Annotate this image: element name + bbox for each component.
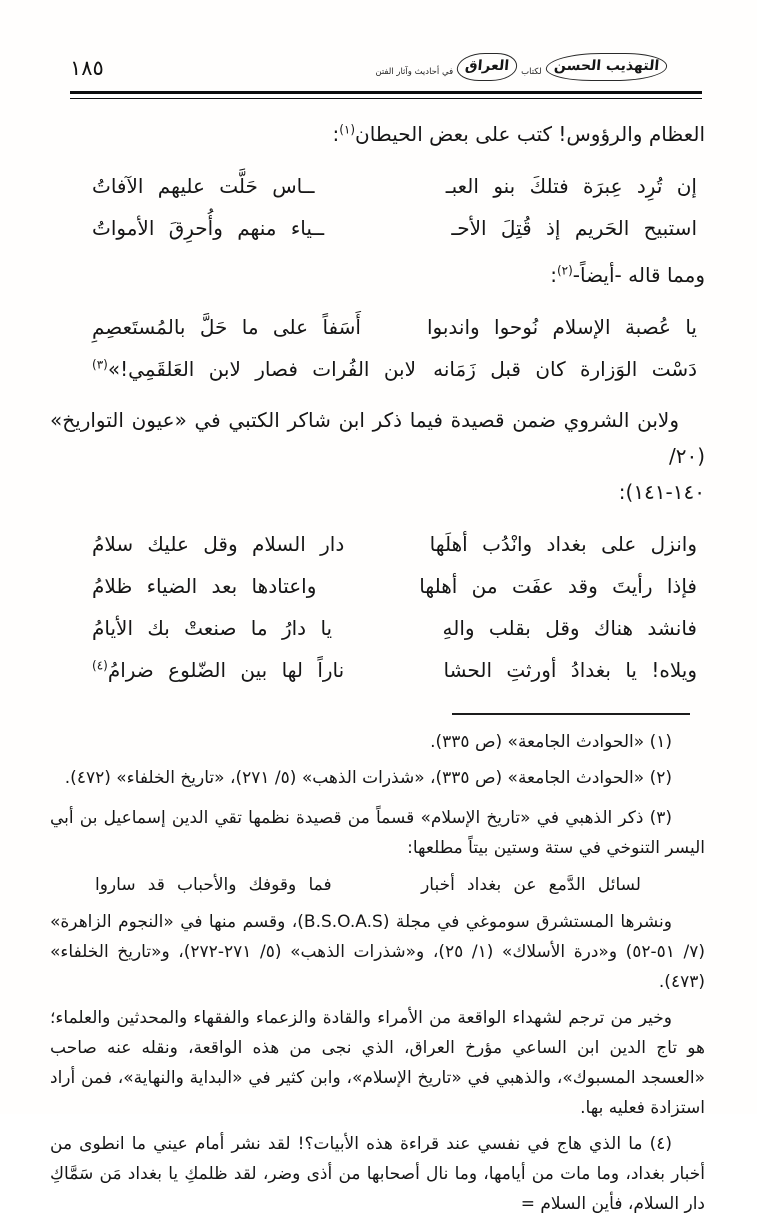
hemistich-right: استبيح الحَريم إذ قُتِلَ الأحـ [451,216,697,240]
said-also-text: ومما قاله -أيضاً- [572,263,705,287]
hemistich-right: لسائل الدَّمع عن بغداد أخبار [421,875,641,895]
paragraph-sharwi [50,402,705,510]
verse-line [92,565,697,607]
hemistich-left: يا دارُ ما صنعتْ بك الأيامُ [92,616,333,640]
page-number: ١٨٥ [70,56,104,80]
hemistich-left [92,348,416,390]
hemistich-right: ويلاه! يا بغدادُ أورثتِ الحشا [443,658,697,682]
title-part-tahdhib: التهذيب الحسن [544,53,667,81]
verse-line [92,649,697,691]
footnote-ref-4: (٤) [92,658,108,673]
poem-block-a [92,165,697,249]
said-also-line [50,257,705,293]
verse-line [92,165,697,207]
hemistich-left: دار السلام وقل عليك سلامُ [92,532,345,556]
title-part-subtitle: في أحاديث وآثار الفتن [375,67,454,77]
footnote-ref-3: (٣) [92,357,108,372]
verse-line [92,306,697,348]
paragraph-sharwi-line1: ولابن الشروي ضمن قصيدة فيما ذكر ابن شاكر الكتبي في «عيون التواريخ» (٢٠/ [50,408,705,468]
verse-line [92,523,697,565]
verse-line [92,348,697,390]
hemistich-right: فإذا رأيتَ وقد عفَت من أهلها [419,574,697,598]
verse-line [95,869,641,901]
footnote-1: (١) «الحوادث الجامعة» (ص ٣٣٥). [430,732,672,752]
verse-line [92,607,697,649]
footnote-2: (٢) «الحوادث الجامعة» (ص ٣٣٥)، «شذرات الذهب» (٥/ ٢٧١)، «تاريخ الخلفاء» (٤٧٢). [64,768,672,788]
title-part-iraq: العراق [456,53,518,81]
poem-block-c [92,523,697,691]
footnote-ref-1: (١) [339,122,356,137]
footnote-3-paragraph-1: (٣) ذكر الذهبي في «تاريخ الإسلام» قسماً من قصيدة نظمها تقي الدين إسماعيل بن أبي اليسر التنوخي في ستة وستين بيتاً مطلعها: [50,808,705,858]
hemistich-right: دَسْت الوَزارة كان قبل زَمَانه [433,357,697,381]
hemistich-left: فما وقوفك والأحباب قد ساروا [95,875,332,895]
said-also-colon: : [550,263,557,287]
footnotes-section [50,727,705,1219]
hemistich-right: فانشد هناك وقل بقلب والهِ [442,616,697,640]
hemistich-right: إن تُرِد عِبرَة فتلكَ بنو العبـ [445,174,697,198]
verse-line [92,207,697,249]
footnote-ref-2: (٢) [556,263,573,278]
hemistich-right: يا عُصبة الإسلام نُوحوا واندبوا [426,315,697,339]
intro-text: العظام والرؤوس! كتب على بعض الحيطان [355,122,705,146]
book-title-calligraphy [375,42,660,92]
footnote-4: (٤) ما الذي هاج في نفسي عند قراءة هذه الأبيات؟! لقد نشر أمام عيني ما انطوى من أخبار بغداد، وما مات من أيامها، وما نال أصحابها من أذى وضر، لقد ظلمكِ يا بغداد مَن سَمَّاكِ دار السلام، فأين السلام = [50,1134,705,1214]
intro-line [50,116,705,152]
paragraph-sharwi-line2: ١٤٠-١٤١): [618,480,705,504]
footnote-3-poem [95,869,641,901]
footnote-3-paragraph-2: ونشرها المستشرق سوموغي في مجلة (B.S.O.A.S)، وقسم منها في «النجوم الزاهرة» (٧/ ٥١-٥٢) و«درة الأسلاك» (١/ ٢٥)، و«شذرات الذهب» (٥/ ٢٧١-٢٧٢)، و«تاريخ الخلفاء» (٤٧٣). [50,912,706,992]
hemistich-right: وانزل على بغداد وانْدُب أهلَها [429,532,697,556]
hemistich-left [92,649,344,691]
hemistich-left: ــاس حَلَّت عليهم الآفاتُ [92,174,315,198]
footnote-3-paragraph-3: وخير من ترجم لشهداء الواقعة من الأمراء والقادة والزعماء والفقهاء والمحدثين والعلماء؛ هو تاج الدين ابن الساعي مؤرخ العراق، الذي نجى من هذه الواقعة، ونقله عنه صاحب «العسجد المسبوك»، والذهبي في «تاريخ الإسلام»، وابن كثير في «البداية والنهاية»، فمن أراد استزادة فعليه بها. [50,1008,705,1118]
footnote-separator [452,713,690,715]
hemistich-left: ــياء منهم وأُحرِقَ الأمواتُ [92,216,325,240]
header-divider [70,91,702,99]
intro-colon: : [332,122,340,146]
hemistich-text: لابن الفُرات فصار لابن العَلقَمِي!» [107,357,417,381]
title-part-likitab: لكتاب [521,67,542,77]
hemistich-left: أَسَفاً على ما حَلَّ بالمُستَعصِمِ [92,315,361,339]
hemistich-left: واعتادها بعد الضياء ظلامُ [92,574,317,598]
hemistich-text: ناراً لها بين الضّلوع ضرامُ [107,658,345,682]
poem-block-b [92,306,697,390]
